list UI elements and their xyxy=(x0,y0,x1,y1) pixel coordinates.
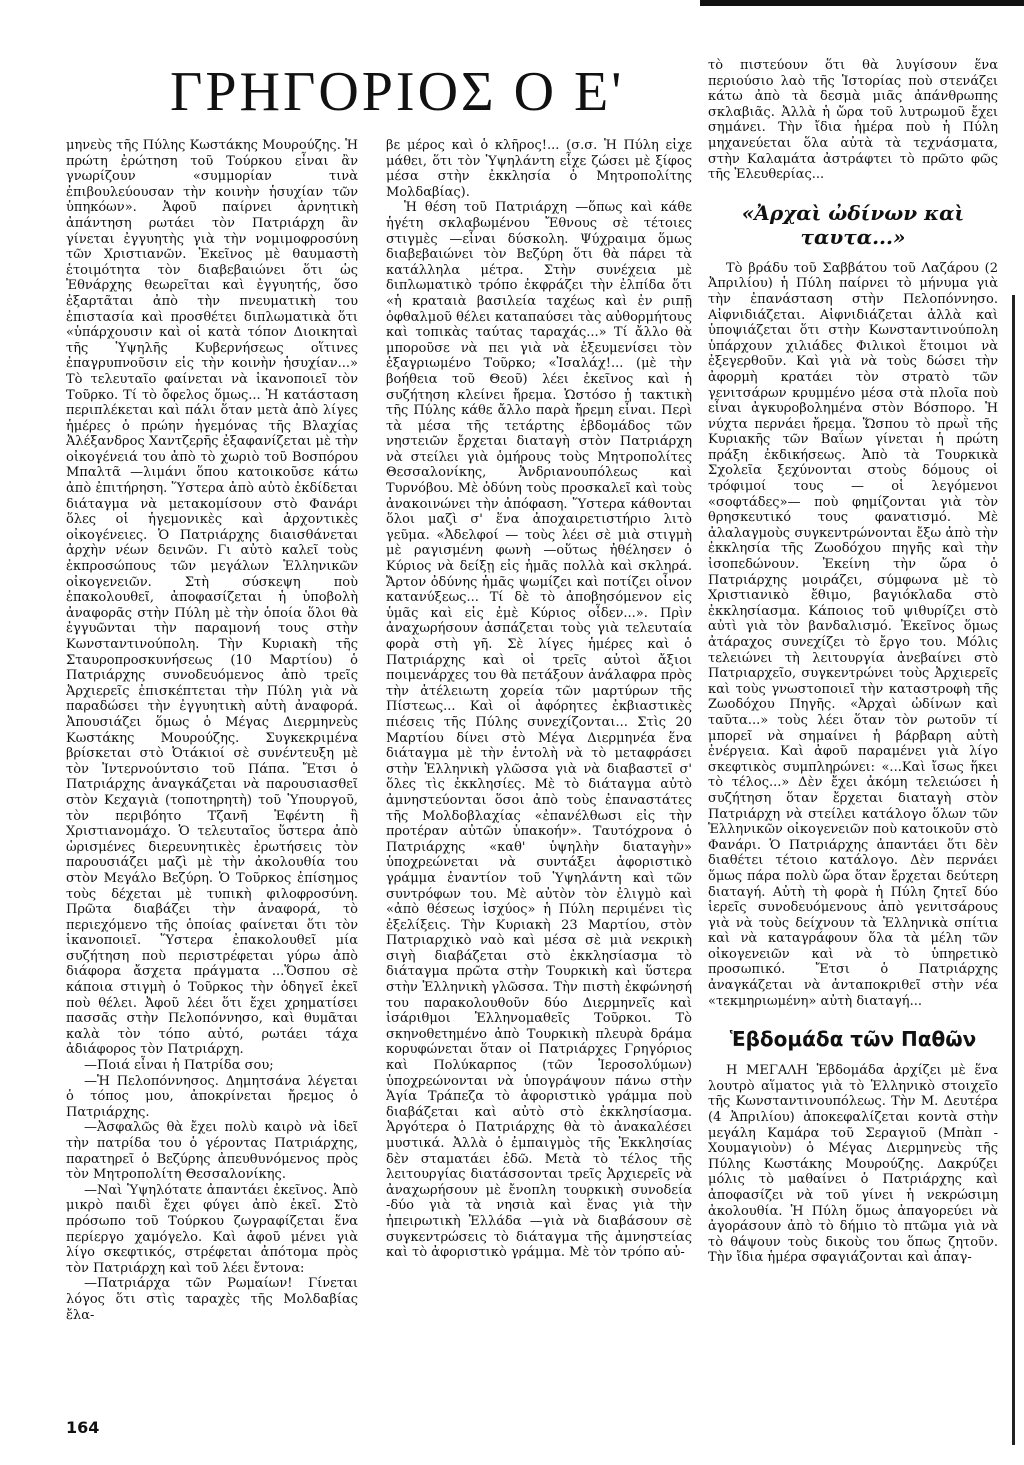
paragraph: —Ναὶ Ὑψηλότατε ἀπαντάει ἐκεῖνος. Ἀπὸ μικρὸ παιδὶ ἔχει φύγει ἀπὸ ἐκεῖ. Στὸ πρόσωπο τοῦ Τούρκου ζωγραφίζεται ἕνα περίεργο χαμόγελο. Καὶ ἀφοῦ μένει γιὰ λίγο σκεφτικός, στρέφεται ἀπότομα πρὸς τὸν Πατριάρχη καὶ τοῦ λέει ἔντονα: xyxy=(66,1182,358,1276)
column-3-end xyxy=(708,1063,998,1266)
section-heading-evdomada-pathon: Ἑβδομάδα τῶν Παθῶν xyxy=(729,1027,977,1052)
right-margin-rule xyxy=(1012,295,1015,1445)
paragraph: —Ποιά εἶναι ἡ Πατρίδα σου; xyxy=(84,1058,274,1074)
top-edge-bar xyxy=(700,0,1024,6)
paragraph: —Ἀσφαλῶς θὰ ἔχει πολὺ καιρὸ νὰ ἰδεῖ τὴν πατρίδα του ὁ γέροντας Πατριάρχης, παρατηρεῖ ὁ Βεζύρης ἀπευθυνόμενος πρὸς τὸν Μητροπολίτη Θεσσαλονίκης. xyxy=(66,1120,358,1183)
paragraph: βε μέρος καὶ ὁ κλῆρος!... (σ.σ. Ἡ Πύλη εἶχε μάθει, ὅτι τὸν Ὑψηλάντη εἶχε ζώσει μὲ ξίφος μέσα στὴν ἐκκλησία ὁ Μητροπολίτης Μολδαβίας). xyxy=(386,138,692,200)
paragraph: τὸ πιστεύουν ὅτι θὰ λυγίσουν ἕνα περιούσιο λαὸ τῆς Ἱστορίας ποὺ στενάζει κάτω ἀπὸ τὰ δεσμὰ μιᾶς ἀπάνθρωπης σκλαβιᾶς. Ἀλλὰ ἡ ὥρα τοῦ λυτρωμοῦ ἔχει σημάνει. Τὴν ἴδια ἡμέρα ποὺ ἡ Πύλη μηχανεύεται ὅλα αὐτὰ τὰ τεχνάσματα, στὴν Καλαμάτα ἀστράφτει τὸ πρῶτο φῶς τῆς Ἐλευθερίας... xyxy=(708,58,998,183)
column-3 xyxy=(708,58,998,1438)
page-number: 164 xyxy=(66,1418,100,1437)
column-2 xyxy=(386,138,692,1428)
paragraph: Ἡ θέση τοῦ Πατριάρχη —ὅπως καὶ κάθε ἡγέτη σκλαβωμένου Ἔθνους σὲ τέτοιες στιγμὲς —εἶναι δύσκολη. Ψύχραιμα ὅμως διαβεβαιώνει τὸν Βεζύρη ὅτι θὰ πάρει τὰ κατάλληλα μέτρα. Στὴν συνέχεια μὲ διπλωματικὸ τρόπο ἐκφράζει τὴν ἐλπίδα ὅτι «ἡ κραταιὰ βασιλεία ταχέως καὶ ἐν ριπῇ ὀφθαλμοῦ θέλει καταπαύσει τὰς αὐθορμήτους καὶ τοπικὰς ταύτας ταραχάς...» Τί ἄλλο θὰ μποροῦσε νὰ πει γιὰ νὰ ἐξευμενίσει τὸν ἐξαγριωμένο Τοῦρκο; «Ἰσαλάχ!... (μὲ τὴν βοήθεια τοῦ Θεοῦ) λέει ἐκεῖνος καὶ ἡ συζήτηση κλείνει ἤρεμα. Ὡστόσο ἡ τακτικὴ τῆς Πύλης κάθε ἄλλο παρὰ ἤρεμη εἶναι. Περὶ τὰ μέσα τῆς τετάρτης ἑβδομάδος τῶν νηστειῶν ἔρχεται διαταγὴ στὸν Πατριάρχη νὰ στείλει γιὰ ὁμήρους τοὺς Μητροπολίτες Θεσσαλονίκης, Ἀνδριανουπόλεως καὶ Τυρνόβου. Μὲ ὀδύνη τοὺς προσκαλεῖ καὶ τοὺς ἀνακοινώνει τὴν ἀπόφαση. Ὕστερα κάθονται ὅλοι μαζὶ σ' ἕνα ἀποχαιρετιστήριο λιτὸ γεῦμα. «Ἀδελφοί — τοὺς λέει σὲ μιὰ στιγμὴ μὲ ραγισμένη φωνὴ —οὕτως ἠθέλησεν ὁ Κύριος νὰ δείξῃ εἰς ἡμᾶς πολλὰ καὶ σκληρά. Ἄρτον ὀδύνης ἡμᾶς ψωμίζει καὶ ποτίζει οἶνον κατανύξεως... Τί δὲ τὸ ἀποβησόμενον εἰς ὑμᾶς καὶ εἰς ἐμὲ Κύριος οἶδεν...». Πρὶν ἀναχωρήσουν ἀσπάζεται τοὺς γιὰ τελευταία φορὰ στὴ γῆ. Σὲ λίγες ἡμέρες καὶ ὁ Πατριάρχης καὶ οἱ τρεῖς αὐτοὶ ἄξιοι ποιμενάρχες του θὰ πετάξουν ἀνάλαφρα πρὸς τὴν ἀτέλειωτη χορεία τῶν μαρτύρων τῆς Πίστεως... Καὶ οἱ ἀφόρητες ἐκβιαστικὲς πιέσεις τῆς Πύλης συνεχίζονται... Στὶς 20 Μαρτίου δίνει στὸ Μέγα Διερμηνέα ἕνα διάταγμα μὲ τὴν ἐντολὴ νὰ τὸ μεταφράσει στὴν Ἑλληνικὴ γλῶσσα γιὰ νὰ διαβαστεῖ σ' ὅλες τὶς ἐκκλησίες. Μὲ τὸ διάταγμα αὐτὸ ἀμνηστεύονται ὅσοι ἀπὸ τοὺς ἐπαναστάτες τῆς Μολδοβλαχίας «ἐπανέλθωσι εἰς τὴν προτέραν αὐτῶν ὑπακοήν». Ταυτόχρονα ὁ Πατριάρχης «καθ' ὑψηλὴν διαταγὴν» ὑποχρεώνεται νὰ συντάξει ἀφοριστικὸ γράμμα ἐναντίον τοῦ Ὑψηλάντη καὶ τῶν συντρόφων του. Μὲ αὐτὸν τὸν ἐλιγμὸ καὶ «ἀπὸ θέσεως ἰσχύος» ἡ Πύλη περιμένει τὶς ἐξελίξεις. Τὴν Κυριακὴ 23 Μαρτίου, στὸν Πατριαρχικὸ ναὸ καὶ μέσα σὲ μιὰ νεκρικὴ σιγὴ διαβάζεται στὸ ἐκκλησίασμα τὸ διάταγμα πρῶτα στὴν Τουρκικὴ καὶ ὕστερα στὴν Ἑλληνικὴ γλῶσσα. Τὴν πιστὴ ἐκφώνησή του παρακολουθοῦν δύο Διερμηνεῖς καὶ ἰσάριθμοι Ἑλληνομαθεῖς Τοῦρκοι. Τὸ σκηνοθετημένο ἀπὸ Τουρκικὴ πλευρὰ δράμα κορυφώνεται ὅταν οἱ Πατριάρχες Γρηγόριος καὶ Πολύκαρπος (τῶν Ἱεροσολύμων) ὑποχρεώνονται νὰ ὑπογράψουν πάνω στὴν Ἁγία Τράπεζα τὸ ἀφοριστικὸ γράμμα ποὺ διαβάζεται καὶ αὐτὸ στὸ ἐκκλησίασμα. Ἀργότερα ὁ Πατριάρχης θὰ τὸ ἀνακαλέσει μυστικά. Ἀλλὰ ὁ ἐμπαιγμὸς τῆς Ἐκκλησίας δὲν σταματάει ἐδῶ. Μετὰ τὸ τέλος τῆς λειτουργίας διατάσσονται τρεῖς Ἀρχιερεῖς νὰ ἀναχωρήσουν μὲ ἔνοπλη τουρκικὴ συνοδεία -δύο γιὰ τὰ νησιὰ καὶ ἕνας γιὰ τὴν ἠπειρωτικὴ Ἑλλάδα —γιὰ νὰ διαβάσουν σὲ συγκεντρώσεις τὸ διάταγμα τῆς ἀμνηστείας καὶ τὸ ἀφοριστικὸ γράμμα. Μὲ τὸν τρόπο αὐ- xyxy=(386,200,692,1261)
column-3-intro xyxy=(708,58,998,183)
paragraph: μηνεὺς τῆς Πύλης Κωστάκης Μουρούζης. Ἡ πρώτη ἐρώτηση τοῦ Τούρκου εἶναι ἂν γνωρίζουν «συμμορίαν τινὰ ἐπιβουλεύουσαν τὴν κοινὴν ἡσυχίαν τῶν ὑπηκόων». Ἀφοῦ παίρνει ἀρνητικὴ ἀπάντηση ρωτάει τὸν Πατριάρχη ἂν γίνεται ἐγγυητὴς γιὰ τὴν νομιμοφροσύνη τῶν Χριστιανῶν. Ἐκεῖνος μὲ θαυμαστὴ ἑτοιμότητα τὸν διαβεβαιώνει ὅτι ὡς Ἐθνάρχης θεωρεῖται καὶ ἐγγυητής, ὅσο ἐξαρτᾶται ἀπὸ τὴν πνευματικὴ του ἐπιστασία καὶ προσθέτει διπλωματικὰ ὅτι «ὑπάρχουσιν καὶ οἱ κατὰ τόπον Διοικηταὶ τῆς Ὑψηλῆς Κυβερνήσεως οἵτινες ἐπαγρυπνοῦσιν εἰς τὴν κοινὴν ἡσυχίαν...» Τὸ τελευταῖο φαίνεται νὰ ἱκανοποιεῖ τὸν Τοῦρκο. Τί τὸ ὄφελος ὅμως... Ἡ κατάσταση περιπλέκεται καὶ πάλι ὅταν μετὰ ἀπὸ λίγες ἡμέρες ὁ πρώην ἡγεμόνας τῆς Βλαχίας Ἀλέξανδρος Χαντζερῆς ἐξαφανίζεται μὲ τὴν οἰκογένειά του ἀπὸ τὸ χωριὸ τοῦ Βοσπόρου Μπαλτᾶ —λιμάνι ὅπου κατοικοῦσε κάτω ἀπὸ ἐπιτήρηση. Ὕστερα ἀπὸ αὐτὸ ἐκδίδεται διάταγμα νὰ μετακομίσουν στὸ Φανάρι ὅλες οἱ ἡγεμονικὲς καὶ ἀρχοντικὲς οἰκογένειες. Ὁ Πατριάρχης διαισθάνεται ἀρχὴν νέων δεινῶν. Γι αὐτὸ καλεῖ τοὺς ἐκπροσώπους τῶν μεγάλων Ἑλληνικῶν οἰκογενειῶν. Στὴ σύσκεψη ποὺ ἐπακολουθεῖ, ἀποφασίζεται ἡ ὑποβολὴ ἀναφορᾶς στὴν Πύλη μὲ τὴν ὁποία ὅλοι θὰ ἐγγυῶνται τὴν παραμονή τους στὴν Κωνσταντινούπολη. Τὴν Κυριακὴ τῆς Σταυροπροσκυνήσεως (10 Μαρτίου) ὁ Πατριάρχης συνοδευόμενος ἀπὸ τρεῖς Ἀρχιερεῖς ἐπισκέπτεται τὴν Πύλη γιὰ νὰ παραδώσει τὴν ἐγγυητικὴ αὐτὴ ἀναφορά. Ἀπουσιάζει ὅμως ὁ Μέγας Διερμηνεὺς Κωστάκης Μουρούζης. Συγκεκριμένα βρίσκεται στὸ Ὀτάκιοί σὲ συνέντευξη μὲ τὸν Ἰντερνούντσιο τοῦ Πάπα. Ἔτσι ὁ Πατριάρχης ἀναγκάζεται νὰ παρουσιασθεῖ στὸν Κεχαγιὰ (τοποτηρητὴ) τοῦ Ὑπουργοῦ, τὸν περιβόητο Τζανῆ Ἐφέντη ἢ Χριστιανομάχο. Ὁ τελευταῖος ὕστερα ἀπὸ ὡρισμένες διερευνητικὲς ἐρωτήσεις τὸν παρουσιάζει μαζὶ μὲ τὴν ἀκολουθία του στὸν Μεγάλο Βεζύρη. Ὁ Τοῦρκος ἐπίσημος τοὺς δέχεται μὲ τυπικὴ φιλοφροσύνη. Πρῶτα διαβάζει τὴν ἀναφορά, τὸ περιεχόμενο τῆς ὁποίας φαίνεται ὅτι τὸν ἱκανοποιεῖ. Ὕστερα ἐπακολουθεῖ μία συζήτηση ποὺ περιστρέφεται γύρω ἀπὸ διάφορα ἄσχετα πράγματα ...Ὅσπου σὲ κάποια στιγμὴ ὁ Τοῦρκος τὴν ὁδηγεῖ ἐκεῖ ποὺ θέλει. Ἀφοῦ λέει ὅτι ἔχει χρηματίσει πασσᾶς στὴν Πελοπόννησο, καὶ θυμᾶται καλὰ τὸν τόπο αὐτό, ρωτάει τάχα ἀδιάφορος τὸν Πατριάρχη. xyxy=(66,138,358,1058)
paragraph: —Ἡ Πελοπόννησος. Δημητσάνα λέγεται ὁ τόπος μου, ἀποκρίνεται ἤρεμος ὁ Πατριάρχης. xyxy=(66,1073,358,1120)
column-3-middle xyxy=(708,261,998,1010)
paragraph: Η ΜΕΓΑΛΗ Ἑβδομάδα ἀρχίζει μὲ ἕνα λουτρὸ αἵματος γιὰ τὸ Ἑλληνικὸ στοιχεῖο τῆς Κωνσταντινουπόλεως. Τὴν Μ. Δευτέρα (4 Ἀπριλίου) ἀποκεφαλίζεται κοντὰ στὴν μεγάλη Καμάρα τοῦ Σεραγιοῦ (Μπὰπ - Χουμαγιοὺν) ὁ Μέγας Διερμηνεὺς τῆς Πύλης Κωστάκης Μουρούζης. Δακρύζει μόλις τὸ μαθαίνει ὁ Πατριάρχης καὶ ἀποφασίζει νὰ τοῦ γίνει ἡ νεκρώσιμη ἀκολουθία. Ἡ Πύλη ὅμως ἀπαγορεύει νὰ ἀγοράσουν ἀπὸ τὸ δήμιο τὸ πτῶμα γιὰ νὰ τὸ θάψουν τοὺς δικοὺς του ὅπως ζητοῦν. Τὴν ἴδια ἡμέρα σφαγιάζονται καὶ ἀπαγ- xyxy=(708,1063,998,1266)
paragraph: Τὸ βράδυ τοῦ Σαββάτου τοῦ Λαζάρου (2 Ἀπριλίου) ἡ Πύλη παίρνει τὸ μήνυμα γιὰ τὴν ἐπανάσταση στὴν Πελοπόννησο. Αἰφνιδιάζεται. Αἰφνιδιάζεται ἀλλὰ καὶ ὑποψιάζεται ὅτι στὴν Κωνσταντινούπολη ὑπάρχουν χιλιάδες Φιλικοὶ ἕτοιμοι νὰ ἐξεγερθοῦν. Καὶ γιὰ νὰ τοὺς δώσει τὴν ἀφορμὴ κρατάει τὸν στρατὸ τῶν γενιτσάρων κρυμμένο μέσα στὰ πλοῖα ποὺ εἶναι ἀγκυροβολημένα στὸν Βόσπορο. Ἡ νύχτα περνάει ἤρεμα. Ὥσπου τὸ πρωῒ τῆς Κυριακῆς τῶν Βαΐων γίνεται ἡ πρώτη πράξη ἐκδικήσεως. Ἀπὸ τὰ Τουρκικὰ Σχολεῖα ξεχύνονται στοὺς δόμους οἱ τρόφιμοί τους — οἱ λεγόμενοι «σοφτάδες»— ποὺ φημίζονται γιὰ τὸν θρησκευτικό τους φανατισμό. Μὲ ἀλαλαγμοὺς συγκεντρώνονται ἔξω ἀπὸ τὴν ἐκκλησία τῆς Ζωοδόχου πηγῆς καὶ τὴν ἰσοπεδώνουν. Ἐκείνη τὴν ὥρα ὁ Πατριάρχης μοιράζει, σύμφωνα μὲ τὸ Χριστιανικὸ ἔθιμο, βαγιόκλαδα στὸ ἐκκλησίασμα. Κάποιος τοῦ ψιθυρίζει στὸ αὐτὶ γιὰ τὸν βανδαλισμό. Ἐκεῖνος ὅμως ἀτάραχος συνεχίζει τὸ ἔργο του. Μόλις τελειώνει τὴ λειτουργία ἀνεβαίνει στὸ Πατριαρχεῖο, συγκεντρώνει τοὺς Ἀρχιερεῖς καὶ τοὺς γνωστοποιεῖ τὴν καταστροφὴ τῆς Ζωοδόχου Πηγῆς. «Ἀρχαὶ ὠδίνων καὶ ταῦτα...» τοὺς λέει ὅταν τὸν ρωτοῦν τί μπορεῖ νὰ σημαίνει ἡ βάρβαρη αὐτὴ ἐνέργεια. Καὶ ἀφοῦ παραμένει γιὰ λίγο σκεφτικὸς συμπληρώνει: «...Καὶ ἴσως ἥκει τὸ τέλος...» Δὲν ἔχει ἀκόμη τελειώσει ἡ συζήτηση ὅταν ἔρχεται διαταγὴ στὸν Πατριάρχη νὰ στείλει κατάλογο ὅλων τῶν Ἑλληνικῶν οἰκογενειῶν ποὺ κατοικοῦν στὸ Φανάρι. Ὁ Πατριάρχης ἀπαντάει ὅτι δὲν διαθέτει τέτοιο κατάλογο. Δὲν περνάει ὅμως πάρα πολὺ ὥρα ὅταν ἔρχεται δεύτερη διαταγή. Αὐτὴ τὴ φορὰ ἡ Πύλη ζητεῖ δύο ἱερεῖς συνοδευόμενους ἀπὸ γενιτσάρους γιὰ νὰ τοὺς δείχνουν τὰ Ἑλληνικὰ σπίτια καὶ νὰ καταγράφουν ὅλα τὰ μέλη τῶν οἰκογενειῶν καὶ νὰ τὸ ὑπηρετικὸ προσωπικό. Ἔτσι ὁ Πατριάρχης ἀναγκάζεται νὰ ἀνταποκριθεῖ στὴν νέα «τεκμηριωμένη» αὐτὴ διαταγή... xyxy=(708,260,998,1009)
page-title: ΓΡΗΓΟΡΙΟΣ Ο Ε' xyxy=(170,62,625,122)
column-1 xyxy=(66,138,358,1428)
section-heading-archai-odinon: «Ἀρχαὶ ὠδίνων καὶ ταυτα...» xyxy=(741,200,965,249)
paragraph: —Πατριάρχα τῶν Ρωμαίων! Γίνεται λόγος ὅτι στὶς ταραχὲς τῆς Μολδαβίας ἔλα- xyxy=(66,1276,358,1323)
